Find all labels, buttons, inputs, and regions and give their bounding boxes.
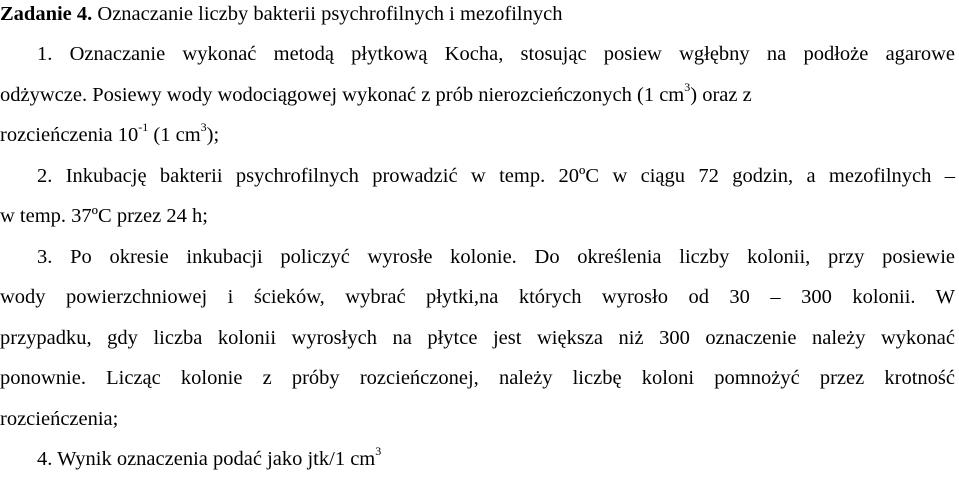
item-4-number: 4.: [37, 448, 53, 470]
item-4-line-1: [37, 439, 955, 479]
task-title: [0, 0, 562, 34]
item-3-text-3: przypadku, gdy liczba kolonii wyrosłych na płytce jest większa niż 300 oznaczenie należy wykonać: [0, 327, 955, 349]
item-3-line-2: [0, 277, 955, 317]
superscript: 3: [375, 444, 382, 459]
item-3-line-5: [0, 399, 118, 439]
task-title-text: Oznaczanie liczby bakterii psychrofilnych i mezofilnych: [92, 3, 563, 25]
task-title-label: Zadanie 4.: [0, 3, 93, 25]
item-2-text-2: w temp. 37ºC przez 24 h;: [0, 205, 208, 227]
superscript: 3: [684, 80, 691, 95]
item-1-number: 1.: [37, 43, 53, 65]
item-3-line-1: [37, 237, 955, 277]
item-3-text-4: ponownie. Licząc kolonie z próby rozcieńczonej, należy liczbę koloni pomnożyć przez krotność: [0, 367, 955, 389]
item-2-number: 2.: [37, 165, 53, 187]
superscript: -1: [138, 120, 149, 135]
item-4-text-1: Wynik oznaczenia podać jako jtk/1 cm: [57, 448, 376, 470]
item-3-line-3: [0, 318, 955, 358]
item-2-text-1: Inkubację bakterii psychrofilnych prowadzić w temp. 20ºC w ciągu 72 godzin, a mezofilnych –: [65, 165, 955, 187]
item-1-text-2a: odżywcze. Posiewy wody wodociągowej wykonać z prób nierozcieńczonych (1 cm: [0, 84, 685, 106]
item-1-text-3c: );: [206, 124, 220, 146]
item-1-line-3: [0, 115, 219, 155]
item-1-text-3a: rozcieńczenia 10: [0, 124, 139, 146]
item-3-text-5: rozcieńczenia;: [0, 408, 119, 430]
item-3-number: 3.: [37, 246, 53, 268]
superscript: 3: [200, 120, 207, 135]
item-3-text-1: Po okresie inkubacji policzyć wyrosłe kolonie. Do określenia liczby kolonii, przy posiewie: [70, 246, 956, 268]
item-1-text-3b: (1 cm: [148, 124, 201, 146]
item-3-line-4: [0, 358, 955, 398]
item-1-text-2b: ) oraz z: [690, 84, 752, 106]
item-2-line-2: [0, 196, 208, 236]
item-1-line-2: [0, 75, 752, 115]
item-2-line-1: [37, 156, 955, 196]
item-1-text-1: Oznaczanie wykonać metodą płytkową Kocha, stosując posiew wgłębny na podłoże agarowe: [69, 43, 955, 65]
item-1-line-1: [37, 34, 955, 74]
item-3-text-2: wody powierzchniowej i ścieków, wybrać płytki,na których wyrosło od 30 – 300 kolonii. W: [0, 286, 955, 308]
